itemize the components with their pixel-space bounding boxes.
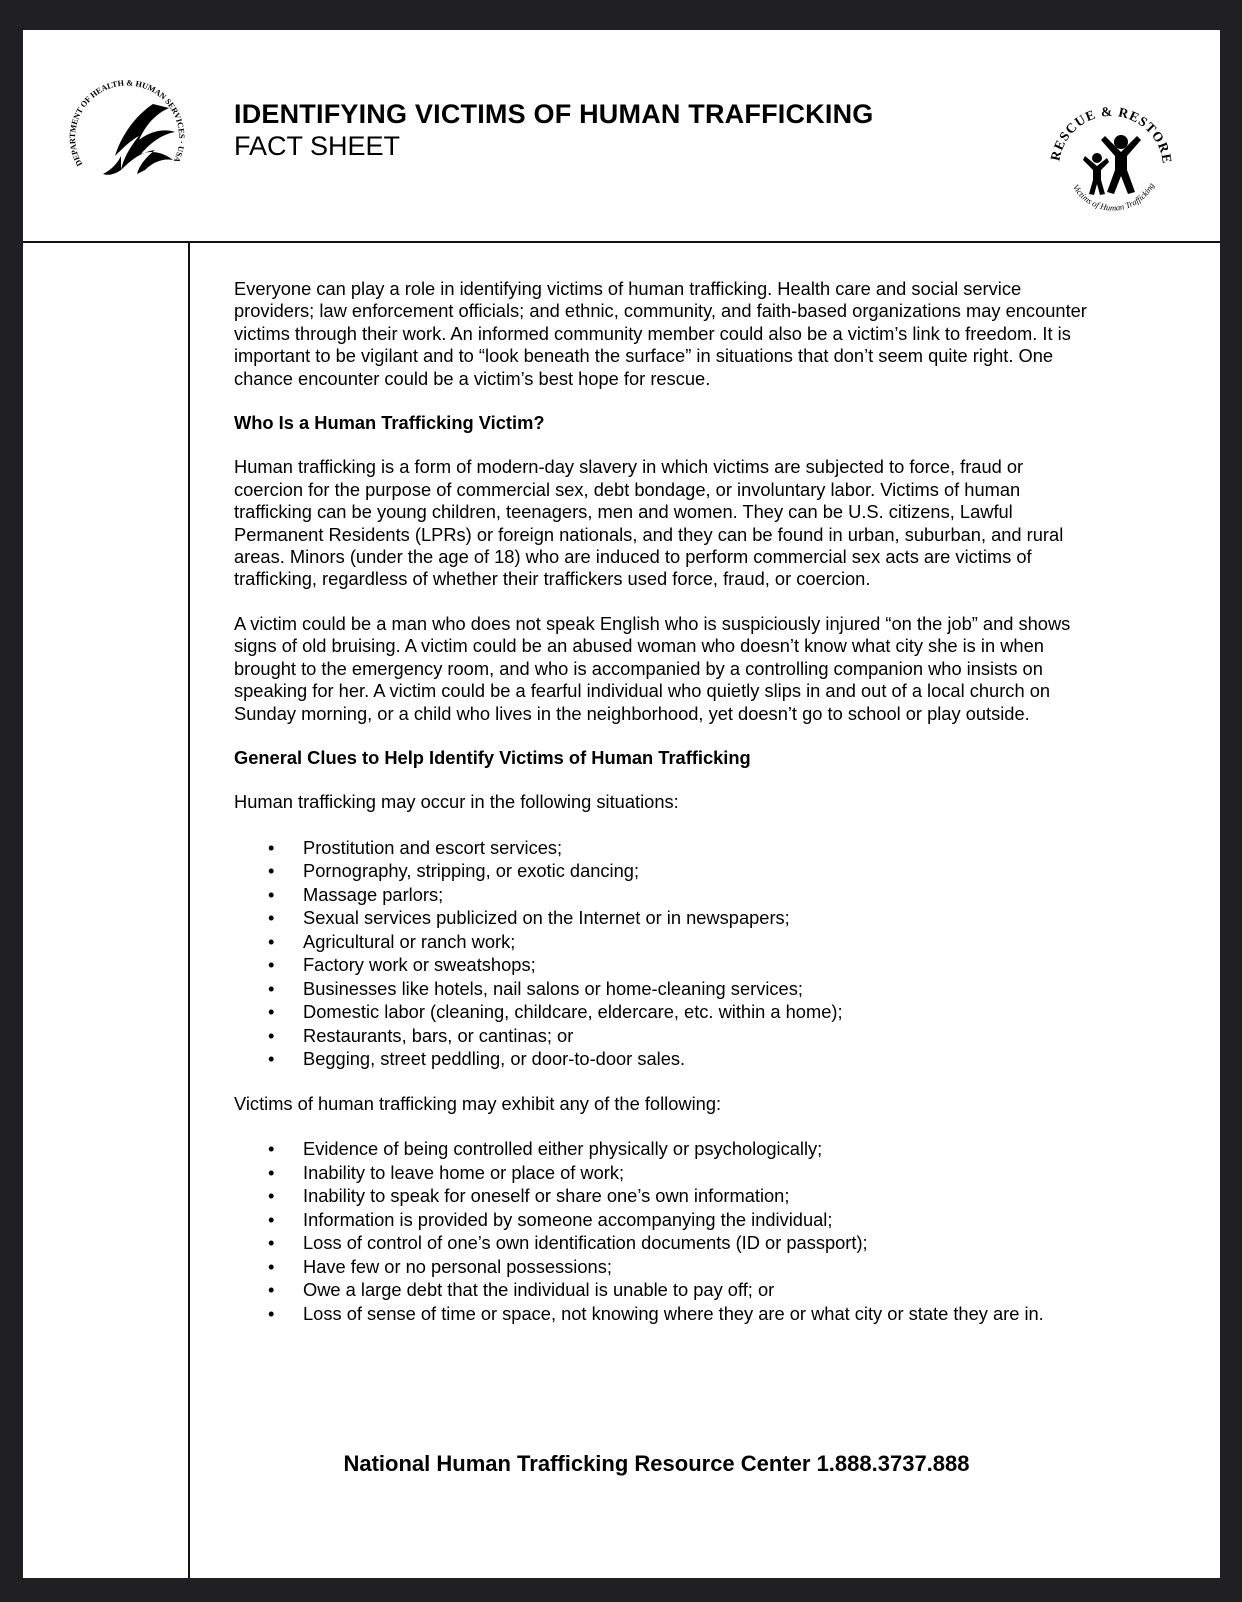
bullet-icon: • bbox=[268, 836, 275, 858]
svg-text:Victims of Human Trafficking: Victims of Human Trafficking bbox=[1070, 180, 1157, 213]
bullet-icon: • bbox=[268, 954, 275, 976]
document-subtitle: FACT SHEET bbox=[234, 131, 401, 161]
list-item: • Loss of control of one’s own identification documents (ID or passport); bbox=[268, 1232, 868, 1254]
list-item: • Prostitution and escort services; bbox=[268, 836, 563, 858]
list-item: • Information is provided by someone accompanying the individual; bbox=[268, 1208, 833, 1230]
signs-list bbox=[234, 1137, 1094, 1325]
situations-list bbox=[234, 836, 1094, 1071]
hotline-footer: National Human Trafficking Resource Center 1.888.3737.888 bbox=[343, 1451, 970, 1476]
list-item: • Owe a large debt that the individual is unable to pay off; or bbox=[268, 1279, 775, 1301]
list-item: • Restaurants, bars, or cantinas; or bbox=[268, 1024, 574, 1046]
list-item: • Inability to leave home or place of work; bbox=[268, 1161, 625, 1183]
list-item: • Have few or no personal possessions; bbox=[268, 1255, 612, 1277]
bullet-icon: • bbox=[268, 1208, 275, 1230]
situations-intro: Human trafficking may occur in the following situations: bbox=[234, 791, 679, 813]
page-header bbox=[23, 30, 1220, 243]
bullet-icon: • bbox=[268, 1001, 275, 1023]
bullet-icon: • bbox=[268, 977, 275, 999]
intro-paragraph: Everyone can play a role in identifying victims of human trafficking. Health care and social service providers; law enforcement officials; and ethnic, community, and faith-based organizations may encounter victims through their work. An informed community member could also be a victim’s link to freedom. It is important to be vigilant and to “look beneath the surface” in situations that don’t seem quite right. One chance encounter could be a victim’s best hope for rescue. bbox=[234, 278, 1087, 389]
hhs-seal-logo bbox=[65, 70, 191, 196]
section-heading-who: Who Is a Human Trafficking Victim? bbox=[234, 412, 545, 434]
list-item: • Factory work or sweatshops; bbox=[268, 954, 536, 976]
list-item: • Begging, street peddling, or door-to-door sales. bbox=[268, 1048, 686, 1070]
list-item: • Domestic labor (cleaning, childcare, eldercare, etc. within a home); bbox=[268, 1001, 843, 1023]
bullet-icon: • bbox=[268, 1255, 275, 1277]
bullet-icon: • bbox=[268, 1024, 275, 1046]
bullet-icon: • bbox=[268, 1302, 275, 1324]
section-heading-clues: General Clues to Help Identify Victims of Human Trafficking bbox=[234, 746, 751, 768]
svg-text:DEPARTMENT OF HEALTH & HUMAN S: DEPARTMENT OF HEALTH & HUMAN SERVICES · USA bbox=[68, 78, 187, 168]
signs-intro: Victims of human trafficking may exhibit any of the following: bbox=[234, 1092, 722, 1114]
bullet-icon: • bbox=[268, 860, 275, 882]
list-item: • Massage parlors; bbox=[268, 883, 444, 905]
bullet-icon: • bbox=[268, 1138, 275, 1160]
list-item: • Agricultural or ranch work; bbox=[268, 930, 516, 952]
list-item: • Evidence of being controlled either physically or psychologically; bbox=[268, 1138, 823, 1160]
bullet-icon: • bbox=[268, 930, 275, 952]
bullet-icon: • bbox=[268, 1185, 275, 1207]
bullet-icon: • bbox=[268, 883, 275, 905]
definition-paragraph: Human trafficking is a form of modern-day slavery in which victims are subjected to force, fraud or coercion for the purpose of commercial sex, debt bondage, or involuntary labor. Victims of human trafficking can be young children, teenagers, men and women. They can be U.S. citizens, Lawful Permanent Residents (LPRs) or foreign nationals, and they can be found in urban, suburban, and rural areas. Minors (under the age of 18) who are induced to perform commercial sex acts are victims of trafficking, regardless of whether their traffickers used force, fraud, or coercion. bbox=[234, 456, 1064, 590]
fact-sheet-page bbox=[23, 30, 1220, 1578]
bullet-icon: • bbox=[268, 1232, 275, 1254]
list-item: • Loss of sense of time or space, not knowing where they are or what city or state they are in. bbox=[268, 1302, 1044, 1324]
main-content bbox=[234, 278, 1094, 1347]
bullet-icon: • bbox=[268, 1161, 275, 1183]
list-item: • Businesses like hotels, nail salons or home-cleaning services; bbox=[268, 977, 803, 999]
rescue-restore-logo bbox=[1045, 96, 1177, 228]
bullet-icon: • bbox=[268, 1279, 275, 1301]
list-item: • Inability to speak for oneself or share one’s own information; bbox=[268, 1185, 790, 1207]
list-item: • Sexual services publicized on the Internet or in newspapers; bbox=[268, 907, 790, 929]
list-item: • Pornography, stripping, or exotic dancing; bbox=[268, 860, 640, 882]
bullet-icon: • bbox=[268, 1048, 275, 1070]
document-title: IDENTIFYING VICTIMS OF HUMAN TRAFFICKING bbox=[234, 99, 874, 129]
left-margin-rule bbox=[188, 242, 190, 1578]
examples-paragraph: A victim could be a man who does not speak English who is suspiciously injured “on the job” and shows signs of old bruising. A victim could be an abused woman who doesn’t know what city she is in when brought to the emergency room, and who is accompanied by a controlling companion who insists on speaking for her. A victim could be a fearful individual who quietly slips in and out of a local church on Sunday morning, or a child who lives in the neighborhood, yet doesn’t go to school or play outside. bbox=[234, 612, 1071, 724]
bullet-icon: • bbox=[268, 907, 275, 929]
svg-text:RESCUE & RESTORE: RESCUE & RESTORE bbox=[1047, 103, 1175, 166]
